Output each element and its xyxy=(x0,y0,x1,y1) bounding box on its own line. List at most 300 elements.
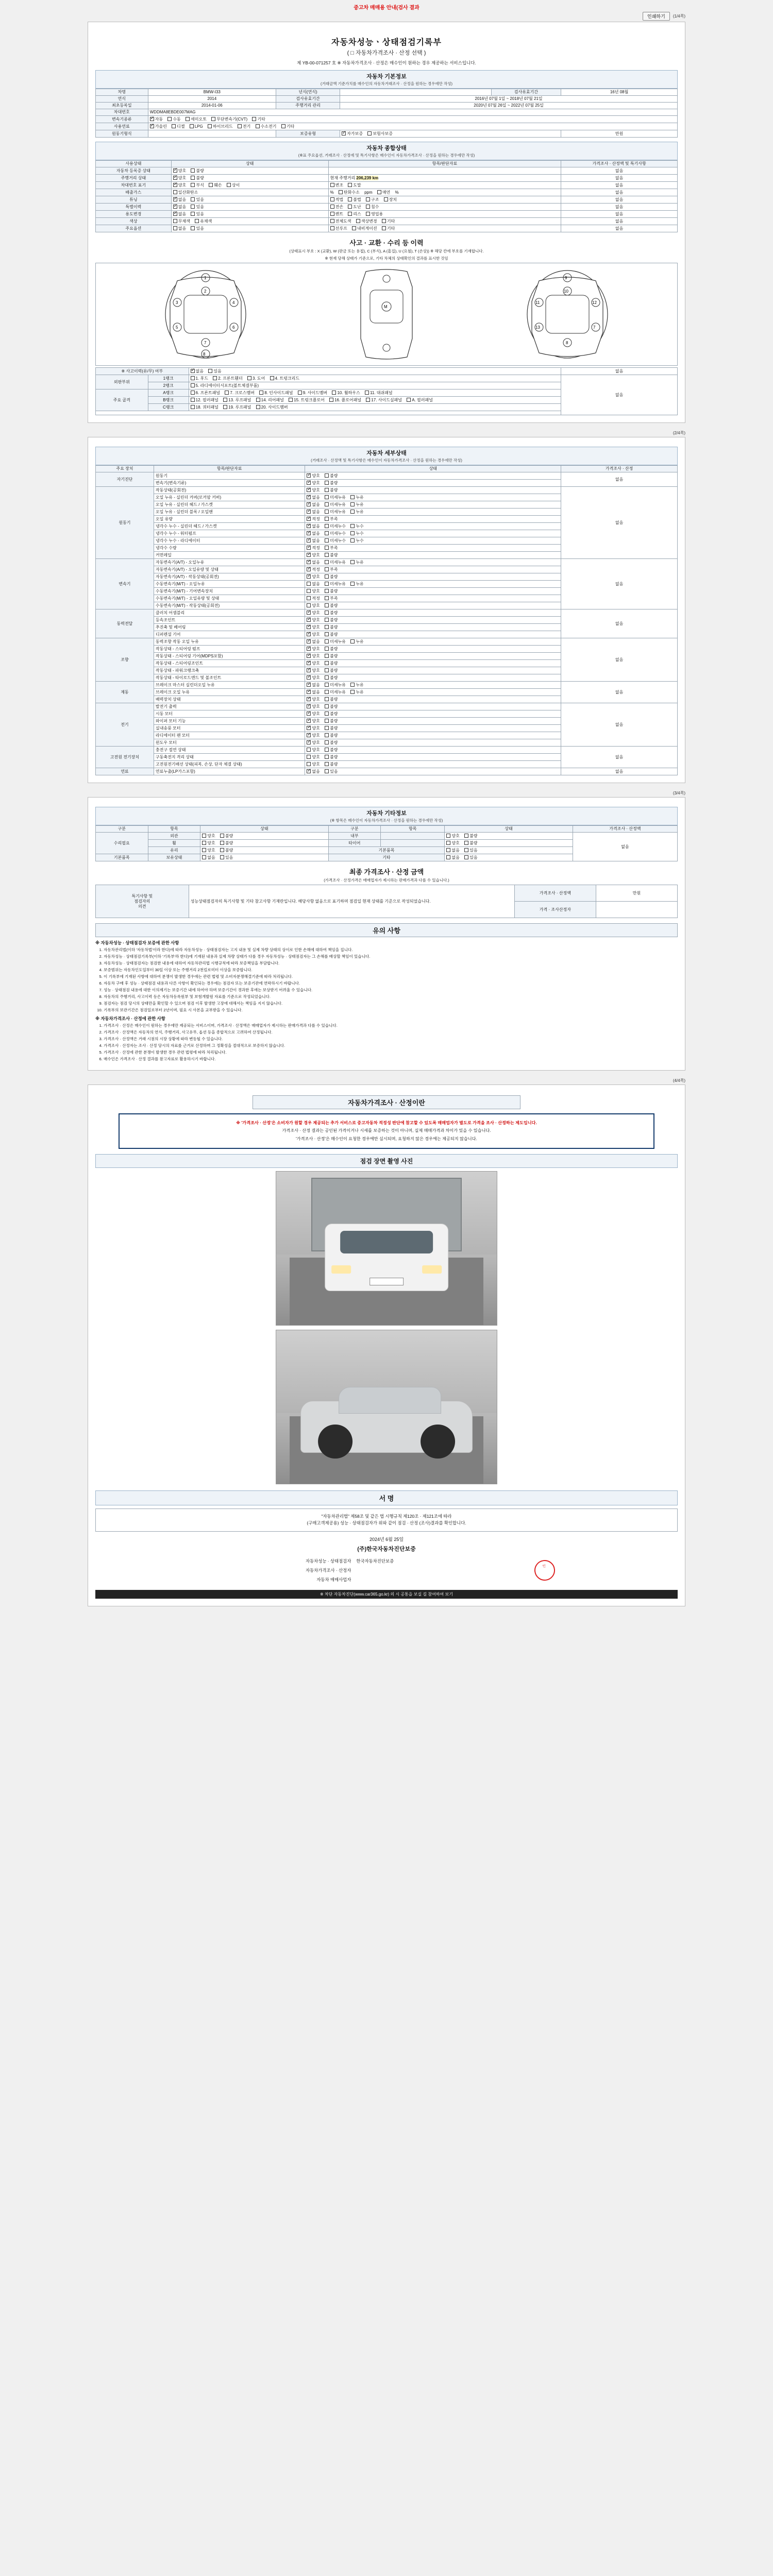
part-floor-panel[interactable]: 16. 플로어패널 xyxy=(329,397,361,403)
option-good[interactable]: ✓ 양호 xyxy=(307,733,320,738)
option-leak[interactable]: 누유 xyxy=(350,682,363,688)
list-item: 4. 보증범위는 자동차인도일부터 30일 이상 또는 주행거리 2천킬로미터 이상을 보증합니다. xyxy=(104,967,678,973)
option-illegal[interactable]: 불법 xyxy=(348,197,361,202)
item-label: 동력조향 작동 오일 누유 xyxy=(154,638,305,646)
option-good[interactable]: ✓ 양호 xyxy=(307,725,320,731)
option-yes[interactable]: 있음 xyxy=(191,197,204,202)
part-wheel-house[interactable]: 10. 휠하우스 xyxy=(332,390,360,396)
part-inside-panel[interactable]: 8. 인사이드패널 xyxy=(259,390,293,396)
option-good[interactable]: ✓ 양호 xyxy=(307,668,320,673)
item-exterior: 외관 xyxy=(148,833,200,840)
sheet-page-3 xyxy=(88,797,685,1071)
accident-memo: 없음 xyxy=(561,368,678,375)
option-leak[interactable]: 누유 xyxy=(350,639,363,645)
group-powertrain: 동력전달 xyxy=(96,609,154,638)
option-good[interactable]: ✓ 양호 xyxy=(307,480,320,486)
option-micro-leak[interactable]: 미세누유 xyxy=(325,502,346,507)
option-bad[interactable]: 불량 xyxy=(220,833,233,839)
part-radiator-support[interactable]: 5. 라디에이터서포트(볼트체결부품) xyxy=(191,383,259,388)
row-label: 차대번호 표기 xyxy=(96,182,172,189)
option-bad[interactable]: 불량 xyxy=(325,761,338,767)
option-bad[interactable]: 불량 xyxy=(325,711,338,717)
option-none[interactable]: 없음 xyxy=(202,855,215,860)
sign-name-1 xyxy=(354,1566,499,1574)
option-yes[interactable]: 있음 xyxy=(464,855,477,860)
part-quarter-panel[interactable]: 18. 쿼터패널 xyxy=(191,404,219,410)
state-interior xyxy=(445,833,573,840)
svg-text:2: 2 xyxy=(204,289,207,294)
option-colorchange[interactable]: 색상변경 xyxy=(356,218,377,224)
option-good[interactable]: ✓ 양호 xyxy=(307,610,320,616)
option-total-loss[interactable]: 전손 xyxy=(330,204,343,210)
item-status xyxy=(305,494,561,501)
option-bad[interactable]: 불량 xyxy=(325,733,338,738)
option-good[interactable]: 양호 xyxy=(202,848,215,853)
option-micro-leak[interactable]: 미세누유 xyxy=(325,682,346,688)
option-business[interactable]: 영업용 xyxy=(366,211,383,217)
option-micro-leak[interactable]: 미세누유 xyxy=(325,689,346,695)
option-insufficient[interactable]: 부족 xyxy=(325,596,338,601)
option-color-etc[interactable]: 기타 xyxy=(382,218,395,224)
option-corrosion[interactable]: 부식 xyxy=(191,182,204,188)
option-bad[interactable]: 불량 xyxy=(325,617,338,623)
option-self-warranty[interactable]: ✓ 자가보증 xyxy=(342,131,363,137)
item-label: 윈도우 모터 xyxy=(154,739,305,747)
part-hood[interactable]: 1. 후드 xyxy=(191,376,208,381)
row-memo: 없음 xyxy=(561,218,678,225)
option-good[interactable]: ✓ 양호 xyxy=(307,473,320,479)
col-item-a: 항목 xyxy=(148,826,200,833)
part-trunk-lid[interactable]: 4. 트렁크리드 xyxy=(270,376,300,381)
option-good[interactable]: ✓ 양호 xyxy=(307,617,320,623)
group-brake: 제동 xyxy=(96,682,154,703)
option-bad[interactable]: 불량 xyxy=(325,552,338,558)
item-status xyxy=(305,588,561,595)
option-rent[interactable]: 렌트 xyxy=(330,211,343,217)
option-bad[interactable]: 불량 xyxy=(325,718,338,724)
option-none[interactable]: ✓ 없음 xyxy=(307,560,320,565)
item-label: 시동 모터 xyxy=(154,710,305,718)
accident-exists-label: ※ 사고이력(유/무) 여부 xyxy=(96,368,189,375)
option-insurer-warranty[interactable]: 보험사보증 xyxy=(367,131,393,137)
option-good[interactable]: 양호 xyxy=(307,747,320,753)
option-good[interactable]: ✓ 양호 xyxy=(173,175,186,181)
option-none[interactable]: ✓ 없음 xyxy=(307,531,320,536)
sign-role-1: 자동차가격조사 · 산정자 xyxy=(306,1567,351,1573)
table-row xyxy=(96,103,678,109)
etc-memo: 없음 xyxy=(573,833,677,861)
option-bad[interactable]: 불량 xyxy=(325,660,338,666)
option-bad[interactable]: 불량 xyxy=(191,175,204,181)
row-label: 주행거리 상태 xyxy=(96,175,172,182)
part-front-fender[interactable]: 2. 프론트휀더 xyxy=(213,376,243,381)
option-good[interactable]: ✓ 양호 xyxy=(307,740,320,745)
option-none[interactable]: ✓ 없음 xyxy=(173,204,186,210)
option-proper[interactable]: ✓ 적정 xyxy=(307,516,320,522)
option-none[interactable]: ✓ 없음 xyxy=(307,495,320,500)
option-none[interactable]: ✓ 없음 xyxy=(307,502,320,507)
item-label: 와이퍼 모터 기능 xyxy=(154,718,305,725)
diagram-top-view xyxy=(345,265,428,363)
state-possession xyxy=(200,854,328,861)
option-gasoline[interactable]: ✓ 가솔린 xyxy=(150,124,167,129)
option-micro-leak[interactable]: 미세누수 xyxy=(325,523,346,529)
option-good[interactable]: 양호 xyxy=(202,833,215,839)
accident-exists-options xyxy=(189,368,561,375)
state-etc xyxy=(445,854,573,861)
option-good[interactable]: ✓ 양호 xyxy=(307,552,320,558)
row-state xyxy=(171,167,328,175)
part-side-member[interactable]: 9. 사이드멤버 xyxy=(298,390,328,396)
option-micro-leak[interactable]: 미세누유 xyxy=(325,495,346,500)
page-title: 자동차성능ㆍ상태점검기록부 xyxy=(331,38,442,47)
option-bad[interactable]: 불량 xyxy=(325,754,338,760)
option-micro-leak[interactable]: 미세누유 xyxy=(325,560,346,565)
option-good[interactable]: ✓ 양호 xyxy=(307,704,320,709)
row-memo: 없음 xyxy=(561,211,678,218)
option-bad[interactable]: 불량 xyxy=(325,487,338,493)
row-basis xyxy=(328,167,561,175)
option-micro-leak[interactable]: 미세누수 xyxy=(325,531,346,536)
option-bad[interactable]: 불량 xyxy=(325,588,338,594)
sheet-page-1 xyxy=(88,22,685,423)
option-proper[interactable]: ✓ 적정 xyxy=(307,545,320,551)
part-door[interactable]: 3. 도어 xyxy=(247,376,265,381)
option-good[interactable]: ✓ 양호 xyxy=(307,675,320,681)
option-yes[interactable]: 있음 xyxy=(191,211,204,217)
option-hybrid[interactable]: 하이브리드 xyxy=(208,124,233,129)
etc-table xyxy=(95,825,678,861)
option-sunroof[interactable]: 선루프 xyxy=(330,226,347,231)
car-top-svg xyxy=(345,265,428,363)
item-label: 원동기 xyxy=(154,472,305,480)
option-bad[interactable]: 불량 xyxy=(464,840,477,846)
part-side-member-2[interactable]: 20. 사이드멤버 xyxy=(256,404,288,410)
option-erased[interactable]: 도말 xyxy=(348,182,361,188)
option-flood[interactable]: 침수 xyxy=(366,204,379,210)
option-micro-leak[interactable]: 미세누유 xyxy=(325,581,346,587)
option-bad[interactable]: 불량 xyxy=(325,725,338,731)
option-legal[interactable]: 적법 xyxy=(330,197,343,202)
option-good[interactable]: ✓ 양호 xyxy=(307,646,320,652)
basic-info-title: 자동차 기본정보 xyxy=(366,74,407,80)
cell-label: 연식 xyxy=(96,96,148,103)
option-good[interactable]: ✓ 양호 xyxy=(307,653,320,659)
option-bad[interactable]: 불량 xyxy=(325,668,338,673)
detail-title: 자동차 세부상태 xyxy=(366,450,407,456)
item-status xyxy=(305,682,561,689)
option-bad[interactable]: 불량 xyxy=(220,848,233,853)
option-none[interactable]: ✓ 없음 xyxy=(191,368,204,374)
option-bad[interactable]: 불량 xyxy=(191,168,204,174)
option-smoke[interactable]: 매연 xyxy=(377,190,390,195)
car-diagram xyxy=(95,263,678,366)
transmission-options xyxy=(148,116,677,123)
option-micro-leak[interactable]: 미세누유 xyxy=(325,639,346,645)
option-good[interactable]: ✓ 양호 xyxy=(173,168,186,174)
item-label: 연료누출(LP가스포함) xyxy=(154,768,305,775)
part-a-pillar[interactable]: A. 필러패널 xyxy=(407,397,433,403)
list-item: 9. 점검자는 점검 당시의 상태만을 확인할 수 있으며 점검 이후 발생한 고장에 대해서는 책임을 지지 않습니다. xyxy=(104,1001,678,1006)
item-status xyxy=(305,638,561,646)
option-device[interactable]: 장치 xyxy=(384,197,397,202)
item-status xyxy=(305,472,561,480)
option-micro-leak[interactable]: 미세누유 xyxy=(325,509,346,515)
page-subtitle: ( □ 자동차가격조사 · 산정 선택 ) xyxy=(347,50,426,56)
option-micro-leak[interactable]: 미세누수 xyxy=(325,538,346,544)
option-none[interactable]: ✓ 없음 xyxy=(307,639,320,645)
option-yes[interactable]: 있음 xyxy=(191,226,204,231)
row-label: 배출가스 xyxy=(96,189,172,196)
option-co[interactable]: 일산화탄소 xyxy=(173,190,198,195)
option-proper[interactable]: 적정 xyxy=(307,596,320,601)
part-pillar-panel[interactable]: 12. 필러패널 xyxy=(191,397,219,403)
option-bad[interactable]: 불량 xyxy=(325,480,338,486)
option-bad[interactable]: 불량 xyxy=(325,574,338,580)
table-row xyxy=(96,375,678,382)
item-label: 클러치 어셈블리 xyxy=(154,609,305,617)
option-cvt[interactable]: 무단변속기(CVT) xyxy=(211,116,247,122)
group-engine: 원동기 xyxy=(96,487,154,559)
option-none[interactable]: 없음 xyxy=(307,581,320,587)
option-leak[interactable]: 누유 xyxy=(350,581,363,587)
option-bad[interactable]: 불량 xyxy=(325,646,338,652)
table-row xyxy=(96,225,678,232)
option-bad[interactable]: 불량 xyxy=(464,833,477,839)
group-memo: 없음 xyxy=(561,768,678,775)
option-damaged[interactable]: 훼손 xyxy=(209,182,222,188)
row-basis xyxy=(328,204,561,211)
option-achromatic[interactable]: 무채색 xyxy=(173,218,190,224)
option-good[interactable]: ✓ 양호 xyxy=(307,632,320,637)
top-notice-text: 중고차 매매용 안내(검사 결과 xyxy=(354,5,419,11)
option-auto[interactable]: ✓ 자동 xyxy=(150,116,163,122)
item-status xyxy=(305,646,561,653)
item-label: 배력장치 상태 xyxy=(154,696,305,703)
svg-text:5: 5 xyxy=(175,325,178,330)
option-lpg[interactable]: LPG xyxy=(190,124,203,129)
cell-label: 검사유효기간 xyxy=(491,89,561,96)
option-none[interactable]: 없음 xyxy=(446,848,459,853)
car-side-shape xyxy=(300,1401,473,1453)
option-hydrogen[interactable]: 수소전기 xyxy=(256,124,277,129)
svg-text:7: 7 xyxy=(204,341,207,345)
option-insufficient[interactable]: 부족 xyxy=(325,567,338,572)
row-memo: 없음 xyxy=(561,167,678,175)
option-bad[interactable]: 불량 xyxy=(325,624,338,630)
option-chromatic[interactable]: 유채색 xyxy=(195,218,212,224)
item-label: 수동변속기(M/T) - 오일유량 및 상태 xyxy=(154,595,305,602)
diagram-right-side xyxy=(490,265,645,363)
svg-text:13: 13 xyxy=(535,325,541,330)
option-bad[interactable]: 불량 xyxy=(325,603,338,608)
item-status xyxy=(305,537,561,545)
svg-text:1: 1 xyxy=(204,276,207,280)
option-good[interactable]: ✓ 양호 xyxy=(173,182,186,188)
state-wheel xyxy=(200,840,328,847)
option-leak[interactable]: 누수 xyxy=(350,538,363,544)
option-none[interactable]: ✓ 없음 xyxy=(307,538,320,544)
mileage-label: 현재 주행거리 xyxy=(330,175,356,180)
table-row xyxy=(96,116,678,123)
table-row xyxy=(96,167,678,175)
rank-label: B랭크 xyxy=(148,397,189,404)
option-bad[interactable]: 불량 xyxy=(325,610,338,616)
option-bad[interactable]: 불량 xyxy=(325,653,338,659)
print-button[interactable]: 인쇄하기 xyxy=(643,12,670,21)
option-bad[interactable]: 불량 xyxy=(325,704,338,709)
option-none[interactable]: ✓ 없음 xyxy=(307,523,320,529)
final-opinion-text: 성능상태점검자의 특기사항 및 기타 참고사항 기재란입니다. 해당사항 없음으로 표기하며 점검일 현재 상태를 기준으로 작성되었습니다. xyxy=(189,885,514,918)
option-bad[interactable]: 불량 xyxy=(325,740,338,745)
page3-indicator-row xyxy=(88,790,685,796)
price-survey-warnbox xyxy=(119,1113,654,1149)
option-leak[interactable]: 누유 xyxy=(350,502,363,507)
option-yes[interactable]: 있음 xyxy=(220,855,233,860)
part-cross-member[interactable]: 7. 크로스멤버 xyxy=(225,390,255,396)
table-row xyxy=(96,559,678,566)
option-none[interactable]: 없음 xyxy=(173,226,186,231)
option-bad[interactable]: 불량 xyxy=(325,675,338,681)
option-diff[interactable]: 상이 xyxy=(227,182,240,188)
svg-text:8: 8 xyxy=(566,341,568,345)
part-front-panel[interactable]: 6. 프론트패널 xyxy=(191,390,221,396)
option-navigation[interactable]: 내비게이션 xyxy=(352,226,377,231)
part-roof-panel-2[interactable]: 19. 루프패널 xyxy=(223,404,251,410)
option-diesel[interactable]: 디젤 xyxy=(172,124,184,129)
option-good[interactable]: ✓ 양호 xyxy=(307,660,320,666)
option-none[interactable]: ✓ 없음 xyxy=(307,689,320,695)
row-label: 주요옵션 xyxy=(96,225,172,232)
option-good[interactable]: ✓ 양호 xyxy=(307,574,320,580)
option-good[interactable]: ✓ 양호 xyxy=(307,624,320,630)
front-view-photo xyxy=(276,1171,497,1326)
option-good[interactable]: 양호 xyxy=(307,754,320,760)
option-good[interactable]: 양호 xyxy=(307,588,320,594)
table-row xyxy=(96,638,678,646)
option-insufficient[interactable]: 부족 xyxy=(325,516,338,522)
option-leak[interactable]: 누수 xyxy=(350,523,363,529)
table-row xyxy=(96,96,678,103)
final-price-table xyxy=(95,885,678,918)
option-good[interactable]: ✓ 양호 xyxy=(307,697,320,702)
part-roof-panel[interactable]: 13. 루프패널 xyxy=(223,397,251,403)
option-good[interactable]: 양호 xyxy=(446,840,459,846)
table-header-row xyxy=(96,161,678,167)
option-good[interactable]: ✓ 양호 xyxy=(307,487,320,493)
basic-info-band xyxy=(95,70,678,89)
option-bad[interactable]: 불량 xyxy=(325,747,338,753)
option-bad[interactable]: 불량 xyxy=(325,632,338,637)
col-status: 상태 xyxy=(305,466,561,472)
part-rear-panel[interactable]: 14. 리어패널 xyxy=(256,397,284,403)
option-structure[interactable]: 구조 xyxy=(366,197,379,202)
option-ev[interactable]: 전기 xyxy=(238,124,250,129)
rank-items xyxy=(189,375,561,382)
option-fuel-etc[interactable]: 기타 xyxy=(281,124,294,129)
item-label: 작동상태 - 스티어링 기어(MDPS포함) xyxy=(154,653,305,660)
option-good[interactable]: ✓ 양호 xyxy=(307,711,320,717)
item-status xyxy=(305,509,561,516)
table-row xyxy=(184,1557,590,1565)
list-item: 2. 자동차성능 · 상태점검기록부(이하 '기록부'라 한다)에 기재된 내용과 실제 차량 상태가 다를 경우 자동차성능 · 상태점검자는 그 손해를 배상할 책임이 있습니다. xyxy=(104,954,678,959)
option-leak[interactable]: 누유 xyxy=(350,509,363,515)
table-row xyxy=(96,703,678,710)
rank-items xyxy=(189,404,561,411)
option-none[interactable]: ✓ 없음 xyxy=(307,769,320,774)
part-side-sill-panel[interactable]: 17. 사이드실패널 xyxy=(366,397,402,403)
option-etc[interactable]: 기타 xyxy=(252,116,265,122)
option-manual[interactable]: 수동 xyxy=(167,116,180,122)
col-basis: 항목/판단자료 xyxy=(328,161,561,167)
list-item: 5. 가격조사 · 산정에 관한 분쟁이 발생한 경우 관련 법령에 따라 처리됩니다. xyxy=(104,1049,678,1055)
option-good[interactable]: 양호 xyxy=(202,840,215,846)
option-leak[interactable]: 누유 xyxy=(350,495,363,500)
list-item: 3. 가격조사 · 산정액은 거래 시점의 시장 상황에 따라 변동될 수 있습니다. xyxy=(104,1036,678,1042)
etc-subtitle: (※ 항목은 매수인이 자동차가격조사 · 산정을 원하는 경우에만 작성) xyxy=(330,818,443,823)
option-option-etc[interactable]: 기타 xyxy=(382,226,395,231)
option-none[interactable]: ✓ 없음 xyxy=(173,197,186,202)
accident-note2: ※ 현재 당해 상태가 기준으로, 기타 차체의 상태확인의 결과를 표시한 것임 xyxy=(325,256,448,261)
option-yes[interactable]: 있음 xyxy=(325,769,338,774)
table-row xyxy=(96,182,678,189)
option-none[interactable]: 없음 xyxy=(446,855,459,860)
option-good[interactable]: 양호 xyxy=(307,603,320,608)
option-yes[interactable]: 있음 xyxy=(464,848,477,853)
option-theft[interactable]: 도난 xyxy=(348,204,361,210)
group-transmission: 변속기 xyxy=(96,559,154,609)
option-hc[interactable]: 탄화수소 xyxy=(339,190,360,195)
part-trunk-floor[interactable]: 15. 트렁크플로어 xyxy=(289,397,325,403)
option-yes[interactable]: 있음 xyxy=(208,368,221,374)
option-bad[interactable]: 불량 xyxy=(325,473,338,479)
overall-table xyxy=(95,160,678,232)
state-tire xyxy=(445,840,573,847)
option-repaint[interactable]: 전체도색 xyxy=(330,218,351,224)
diagram-left-side xyxy=(128,265,283,363)
row-state xyxy=(171,218,328,225)
list-item: 8. 자동차의 주행거리, 사고이력 등은 자동차등록원부 및 보험개발원 자료를 기준으로 작성되었습니다. xyxy=(104,994,678,999)
option-yes[interactable]: 있음 xyxy=(191,204,204,210)
col-group: 구분 xyxy=(96,826,148,833)
option-semi[interactable]: 세미오토 xyxy=(186,116,207,122)
list-item: 7. 성능 · 상태점검 내용에 대한 이의제기는 보증기간 내에 하여야 하며 보증기간이 경과한 후에는 보상받기 어려울 수 있습니다. xyxy=(104,987,678,993)
top-notice-bar xyxy=(88,3,685,11)
option-proper[interactable]: ✓ 적정 xyxy=(307,567,320,572)
option-bad[interactable]: 불량 xyxy=(325,697,338,702)
option-bad[interactable]: 불량 xyxy=(220,840,233,846)
item-status xyxy=(305,660,561,667)
group-repair-needed: 수리필요 xyxy=(96,833,148,854)
option-insufficient[interactable]: 부족 xyxy=(325,545,338,551)
col-item-b: 항목 xyxy=(381,826,445,833)
sheet-page-4 xyxy=(88,1084,685,1606)
part-dash-panel[interactable]: 11. 대쉬패널 xyxy=(365,390,393,396)
col-state: 상태 xyxy=(171,161,328,167)
option-none[interactable]: ✓ 없음 xyxy=(307,682,320,688)
option-good[interactable]: 양호 xyxy=(446,833,459,839)
option-modified[interactable]: 변조 xyxy=(330,182,343,188)
option-leak[interactable]: 누유 xyxy=(350,560,363,565)
signature-declaration xyxy=(95,1509,678,1532)
option-good[interactable]: 양호 xyxy=(307,761,320,767)
option-none[interactable]: ✓ 없음 xyxy=(307,509,320,515)
option-good[interactable]: ✓ 양호 xyxy=(307,718,320,724)
option-leak[interactable]: 누유 xyxy=(350,689,363,695)
option-none[interactable]: ✓ 없음 xyxy=(173,211,186,217)
option-lease[interactable]: 리스 xyxy=(348,211,361,217)
option-leak[interactable]: 누수 xyxy=(350,531,363,536)
